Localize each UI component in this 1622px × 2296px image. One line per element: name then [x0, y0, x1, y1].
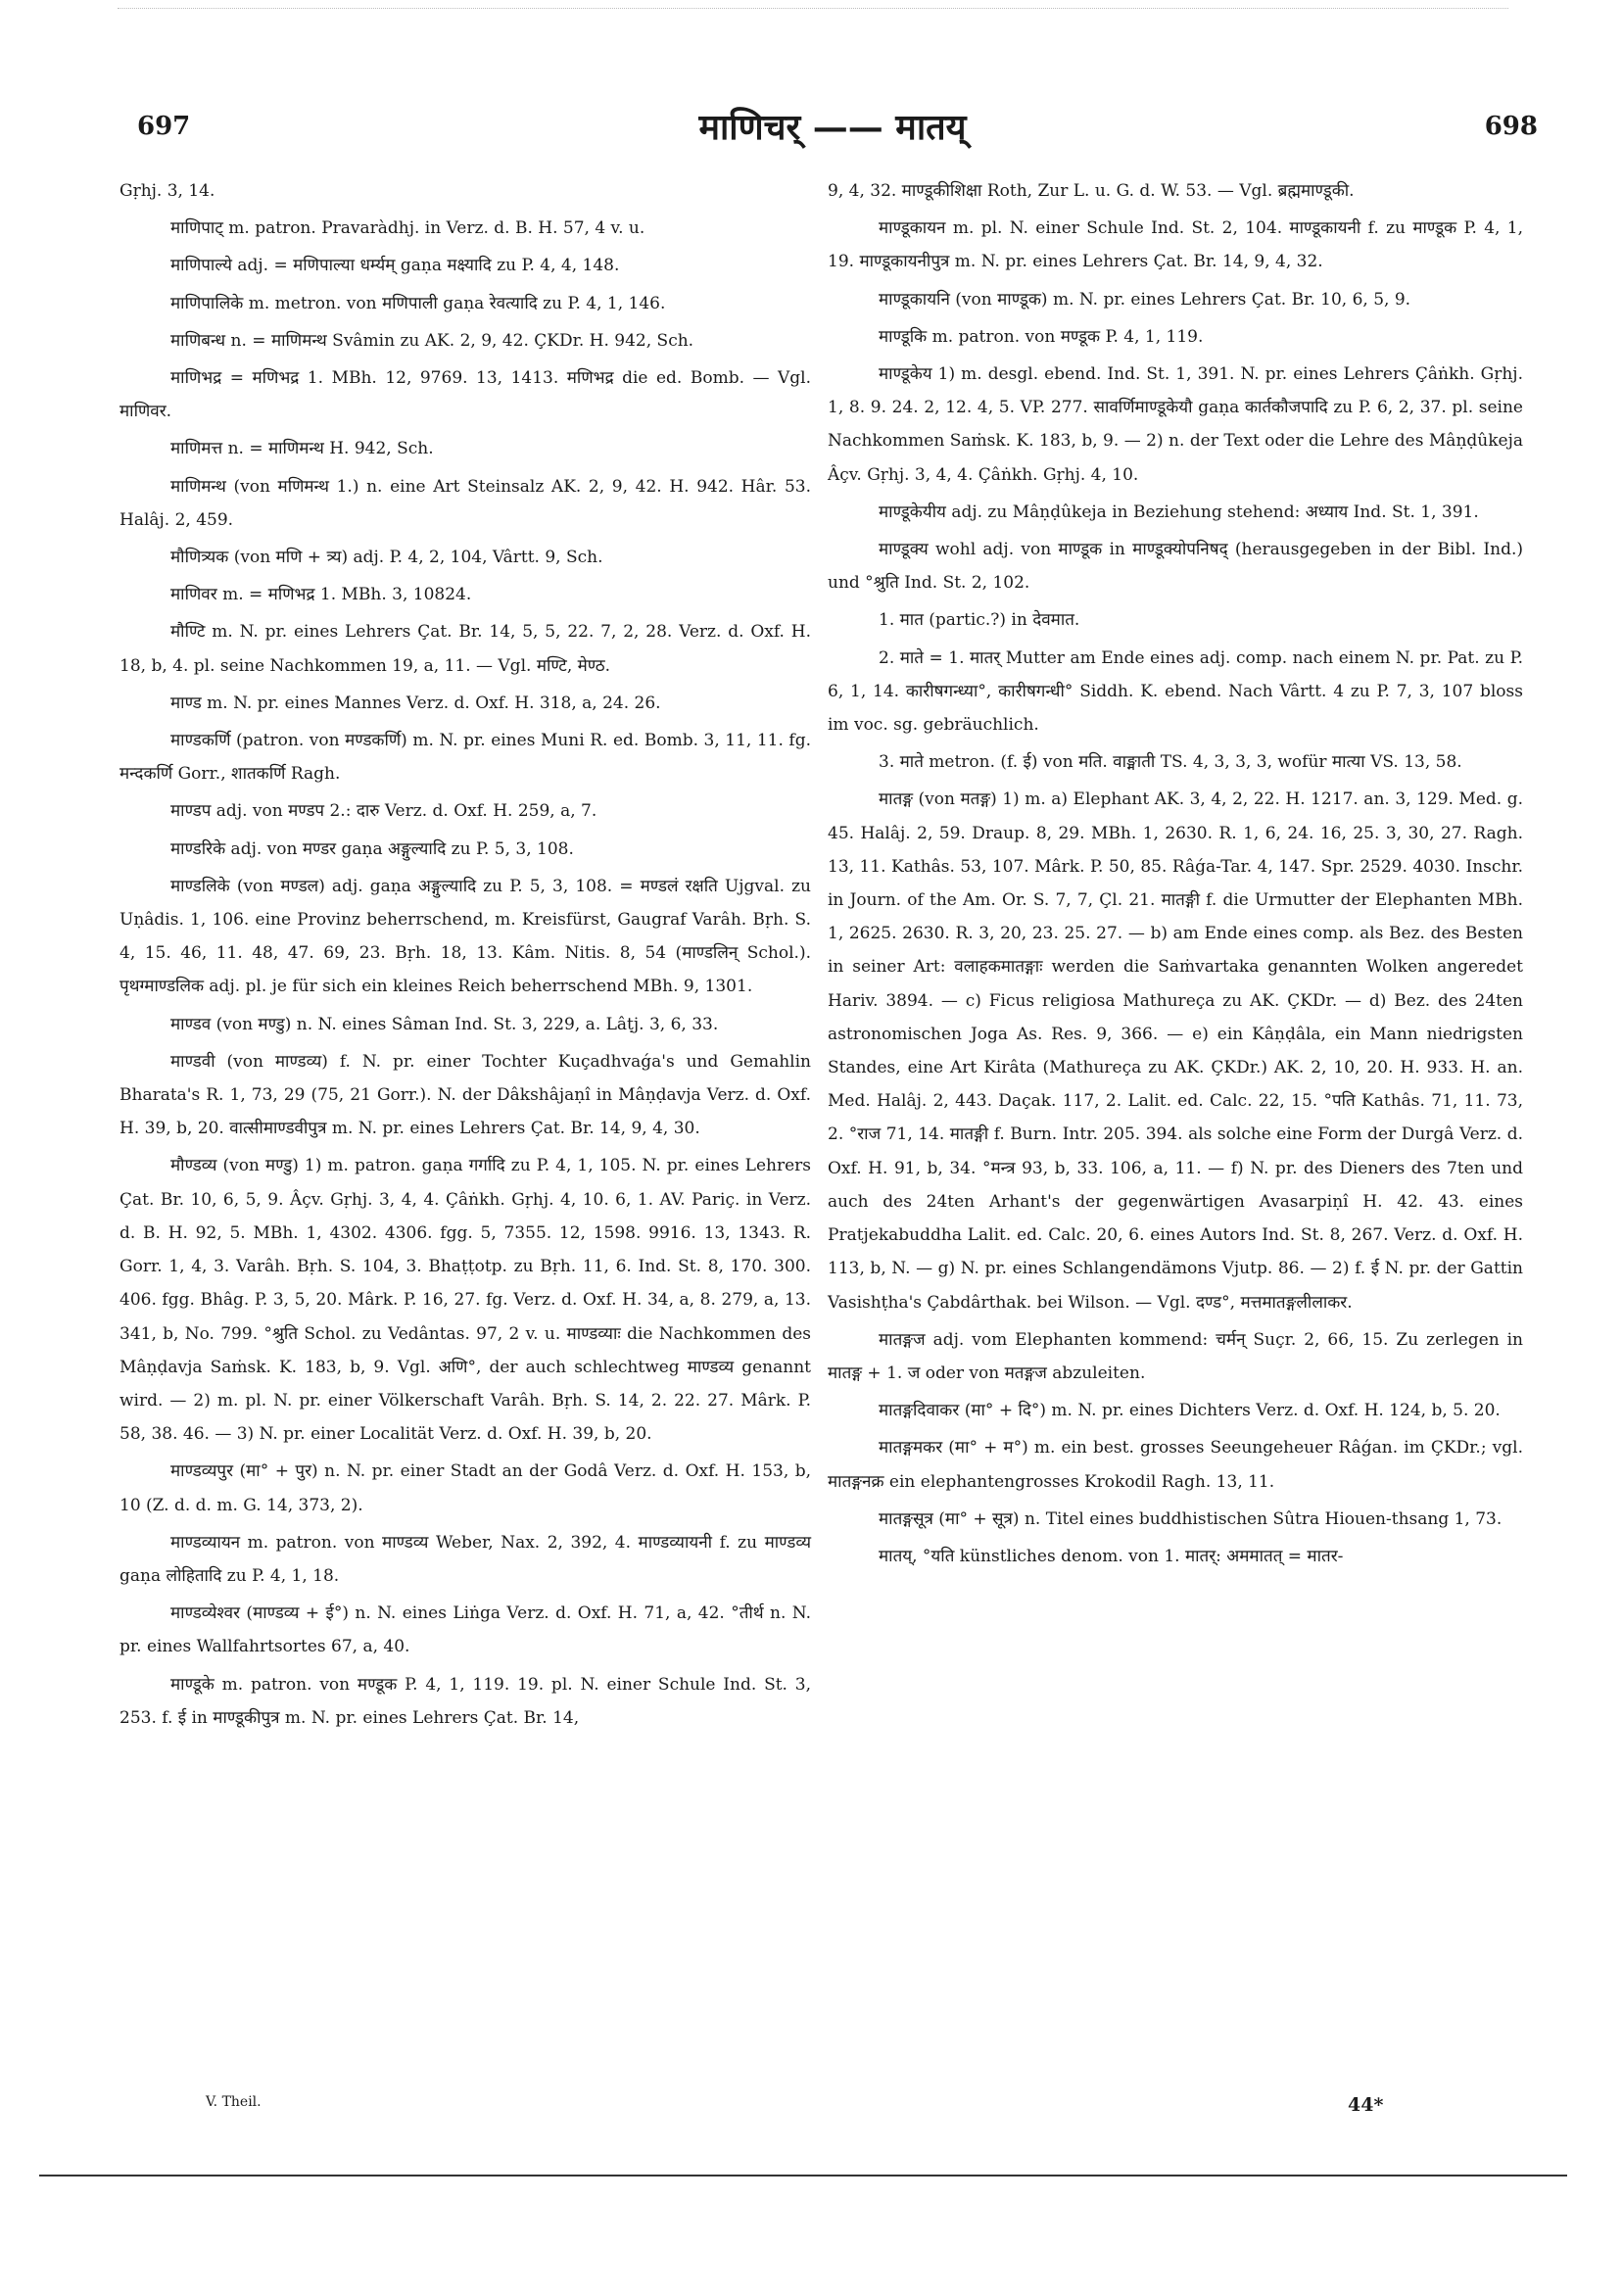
dictionary-entry: मातङ्गदिवाकर (मा° + दि°) m. N. pr. eines Dichters Verz. d. Oxf. H. 124, b, 5. 20.	[879, 1401, 1501, 1421]
dictionary-entry: मातय्, °यति künstliches denom. von 1. मातर्: अममातत् = मातर-	[879, 1546, 1344, 1566]
dictionary-entry: माणिमत्त n. = माणिमन्थ H. 942, Sch.	[170, 439, 434, 459]
dictionary-entry: मौणित्र्यक (von मणि + त्र्य) adj. P. 4, 2, 104, Vârtt. 9, Sch.	[170, 548, 603, 568]
dictionary-entry: 3. माते metron. (f. ई) von मति. वाङ्माती TS. 4, 3, 3, 3, wofür मात्या VS. 13, 58.	[879, 752, 1462, 773]
running-head: माणिचर् —— मातय्	[698, 107, 967, 148]
dictionary-entry: माण्डूके m. patron. von मण्डूक P. 4, 1, 119. 19. pl. N. einer Schule Ind. St. 3, 253. f. ई in माण्डूकीपुत्र m. N. pr. eines Lehrers Çat. Br. 14,	[119, 1674, 811, 1728]
dictionary-entry: मातङ्गसूत्र (मा° + सूत्र) n. Titel eines buddhistischen Sûtra Hiouen-thsang 1, 73.	[879, 1508, 1503, 1529]
right-column	[828, 174, 1523, 1577]
dictionary-entry: मातङ्ग (von मतङ्ग) 1) m. a) Elephant AK. 3, 4, 2, 22. H. 1217. an. 3, 129. Med. g. 45. Halâj. 2, 59. Draup. 8, 29. MBh. 1, 2630. R. 1, 6, 24. 16, 25. 3, 30, 27. Ragh. 13, 11. Kathâs. 53, 107. Mârk. P. 50, 85. Râǵa-Tar. 4, 147. Spr. 2529. 4030. Inschr. in Journ. of the Am. Or. S. 7, 7, Çl. 21. मातङ्गी f. die Urmutter der Elephanten MBh. 1, 2625. 2630. R. 3, 20, 23. 25. 27. — b) am Ende eines comp. als Bez. des Besten in seiner Art: वलाहकमातङ्गाः werden die Saṁvartaka genannten Wolken angeredet Hariv. 3894. — c) Ficus religiosa Mathureça zu AK. ÇKDr. — d) Bez. des 24ten astronomischen Joga As. Res. 9, 366. — e) ein Kâṇḍâla, ein Mann niedrigsten Standes, eine Art Kirâta (Mathureça zu AK. ÇKDr.) AK. 2, 10, 20. H. 933. H. an. Med. Halâj. 2, 443. Daçak. 117, 2. Lalit. ed. Calc. 22, 15. °पति Kathâs. 71, 11. 73, 2. °राज 71, 14. मातङ्गी f. Burn. Intr. 205. 394. als solche eine Form der Durgâ Verz. d. Oxf. H. 91, b, 34. °मन्त्र 93, b, 33. 106, a, 11. — f) N. pr. des Dieners des 7ten und auch des 24ten Arhant's der gegenwärtigen Avasarpiṇî H. 42. 43. eines Pratjekabuddha Lalit. ed. Calc. 20, 6. eines Autors Ind. St. 8, 267. Verz. d. Oxf. H. 113, b, N. — g) N. pr. eines Schlangendämons Vjutp. 86. — 2) f. ई N. pr. der Gattin Vasishṭha's Çabdârthak. bei Wilson. — Vgl. दण्ड°, मत्तमातङ्गलीलाकर.	[828, 789, 1523, 1313]
dictionary-entry: माणिवर m. = मणिभद्र 1. MBh. 3, 10824.	[170, 585, 472, 605]
dictionary-entry: माण्डवी (von माण्डव्य) f. N. pr. einer Tochter Kuçadhvaǵa's und Gemahlin Bharata's R. 1, 73, 29 (75, 21 Gorr.). N. der Dâkshâjaṇî in Mâṇḍavja Verz. d. Oxf. H. 39, b, 20. वात्सीमाण्डवीपुत्र m. N. pr. eines Lehrers Çat. Br. 14, 9, 4, 30.	[119, 1051, 811, 1139]
dictionary-entry: माण्डूकि m. patron. von मण्डूक P. 4, 1, 119.	[879, 326, 1204, 347]
dictionary-entry: माण्ड m. N. pr. eines Mannes Verz. d. Oxf. H. 318, a, 24. 26.	[170, 693, 661, 713]
dictionary-entry: माण्डूकायनि (von माण्डूक) m. N. pr. eines Lehrers Çat. Br. 10, 6, 5, 9.	[879, 289, 1411, 310]
dictionary-entry: माण्डव्यायन m. patron. von माण्डव्य Weber, Nax. 2, 392, 4. माण्डव्यायनी f. zu माण्डव्य gaṇa लोहितादि zu P. 4, 1, 18.	[119, 1532, 811, 1586]
dictionary-entry: Gṛhj. 3, 14.	[119, 181, 215, 201]
dictionary-entry: माण्डूक्य wohl adj. von माण्डूक in माण्डूक्योपनिषद् (herausgegeben in der Bibl. Ind.) und °श्रुति Ind. St. 2, 102.	[828, 540, 1523, 594]
dictionary-entry: माण्डव्यपुर (मा° + पुर) n. N. pr. einer Stadt an der Godâ Verz. d. Oxf. H. 153, b, 10 (Z. d. d. m. G. 14, 373, 2).	[119, 1461, 811, 1515]
dictionary-entry: माण्डूकायन m. pl. N. einer Schule Ind. St. 2, 104. माण्डूकायनी f. zu माण्डूक P. 4, 1, 19. माण्डूकायनीपुत्र m. N. pr. eines Lehrers Çat. Br. 14, 9, 4, 32.	[828, 218, 1523, 272]
dictionary-entry: माण्डरिके adj. von मण्डर gaṇa अङ्गुल्यादि zu P. 5, 3, 108.	[170, 838, 574, 859]
dictionary-entry: माण्डलिके (von मण्डल) adj. gaṇa अङ्गुल्यादि zu P. 5, 3, 108. = मण्डलं रक्षति Ujgval. zu Uṇâdis. 1, 106. eine Provinz beherrschend, m. Kreisfürst, Gaugraf Varâh. Bṛh. S. 4, 15. 46, 11. 48, 47. 69, 23. Bṛh. 18, 13. Kâm. Nitis. 8, 54 (माण्डलिन् Schol.). पृथग्माण्डलिक adj. pl. je für sich ein kleines Reich beherrschend MBh. 9, 1301.	[119, 876, 811, 997]
dictionary-entry: माणिभद्र = मणिभद्र 1. MBh. 12, 9769. 13, 1413. मणिभद्र die ed. Bomb. — Vgl. माणिवर.	[119, 368, 811, 422]
dictionary-entry: 1. मात (partic.?) in देवमात.	[879, 610, 1080, 631]
dictionary-entry: मौण्टि m. N. pr. eines Lehrers Çat. Br. 14, 5, 5, 22. 7, 2, 28. Verz. d. Oxf. H. 18, b, 4. pl. seine Nachkommen 19, a, 11. — Vgl. मण्टि, मेण्ठ.	[119, 622, 811, 676]
dictionary-entry: मौण्डव्य (von मण्डु) 1) m. patron. gaṇa गर्गादि zu P. 4, 1, 105. N. pr. eines Lehrers Çat. Br. 10, 6, 5, 9. Âçv. Gṛhj. 3, 4, 4. Çâṅkh. Gṛhj. 4, 10. 6, 1. AV. Pariç. in Verz. d. B. H. 92, 5. MBh. 1, 4302. 4306. fgg. 5, 7355. 12, 1598. 9916. 13, 1343. R. Gorr. 1, 4, 3. Varâh. Bṛh. S. 104, 3. Bhaṭṭotp. zu Bṛh. 11, 6. Ind. St. 8, 170. 300. 406. fgg. Bhâg. P. 3, 5, 20. Mârk. P. 16, 27. fg. Verz. d. Oxf. H. 34, a, 8. 279, a, 13. 341, b, No. 799. °श्रुति Schol. zu Vedântas. 97, 2 v. u. माण्डव्याः die Nachkommen des Mâṇḍavja Saṁsk. K. 183, b, 9. Vgl. अणि°, der auch schlechtweg माण्डव्य genannt wird. — 2) m. pl. N. pr. einer Völkerschaft Varâh. Bṛh. S. 14, 2. 22. 27. Mârk. P. 58, 38. 46. — 3) N. pr. einer Localität Verz. d. Oxf. H. 39, b, 20.	[119, 1156, 811, 1445]
right-page-number: 698	[1484, 112, 1538, 141]
dictionary-entry: माण्डप adj. von मण्डप 2.: दारु Verz. d. Oxf. H. 259, a, 7.	[170, 801, 597, 822]
dictionary-entry: मातङ्गज adj. vom Elephanten kommend: चर्मन् Suçr. 2, 66, 15. Zu zerlegen in मातङ्ग + 1. ज oder von मतङ्गज abzuleiten.	[828, 1329, 1523, 1383]
page-header	[118, 102, 1548, 161]
left-page-number: 697	[137, 112, 191, 141]
left-column	[119, 174, 811, 1739]
bottom-rule	[39, 2175, 1567, 2176]
top-rule	[118, 8, 1508, 13]
dictionary-entry: 2. माते = 1. मातर् Mutter am Ende eines adj. comp. nach einem N. pr. Pat. zu P. 6, 1, 14. कारीषगन्ध्या°, कारीषगन्धी° Siddh. K. ebend. Nach Vârtt. 4 zu P. 7, 3, 107 bloss im voc. sg. gebräuchlich.	[828, 647, 1523, 736]
sheet-number: 44*	[1348, 2094, 1384, 2116]
dictionary-entry: माण्डव (von मण्डु) n. N. eines Sâman Ind. St. 3, 229, a. Lâṭj. 3, 6, 33.	[170, 1014, 719, 1034]
dictionary-entry: माणिबन्ध n. = माणिमन्थ Svâmin zu AK. 2, 9, 42. ÇKDr. H. 942, Sch.	[170, 330, 694, 351]
dictionary-entry: माण्डूकेय 1) m. desgl. ebend. Ind. St. 1, 391. N. pr. eines Lehrers Çâṅkh. Gṛhj. 1, 8. 9. 24. 2, 12. 4, 5. VP. 277. सावर्णिमाण्डूकेयौ gaṇa कार्तकौजपादि zu P. 6, 2, 37. pl. seine Nachkommen Saṁsk. K. 183, b, 9. — 2) n. der Text oder die Lehre des Mâṇḍûkeja Âçv. Gṛhj. 3, 4, 4. Çâṅkh. Gṛhj. 4, 10.	[828, 364, 1523, 485]
dictionary-entry: माणिमन्थ (von मणिमन्थ 1.) n. eine Art Steinsalz AK. 2, 9, 42. H. 942. Hâr. 53. Halâj. 2, 459.	[119, 476, 811, 530]
dictionary-entry: माणिपाल्ये adj. = मणिपाल्या धर्म्यम् gaṇa मक्ष्यादि zu P. 4, 4, 148.	[170, 256, 620, 276]
dictionary-entry: माणिपाट् m. patron. Pravaràdhj. in Verz. d. B. H. 57, 4 v. u.	[170, 218, 645, 239]
dictionary-entry: माण्डकर्णि (patron. von मण्डकर्णि) m. N. pr. eines Muni R. ed. Bomb. 3, 11, 11. fg. मन्दकर्णि Gorr., शातकर्णि Ragh.	[119, 731, 811, 785]
dictionary-entry: माण्डव्येश्वर (माण्डव्य + ई°) n. N. eines Liṅga Verz. d. Oxf. H. 71, a, 42. °तीर्थ n. N. pr. eines Wallfahrtsortes 67, a, 40.	[119, 1603, 811, 1657]
dictionary-entry: 9, 4, 32. माण्डूकीशिक्षा Roth, Zur L. u. G. d. W. 53. — Vgl. ब्रह्ममाण्डूकी.	[828, 181, 1355, 201]
dictionary-entry: मातङ्गमकर (मा° + म°) m. ein best. grosses Seeungeheuer Râǵan. im ÇKDr.; vgl. मातङ्गनक्र ein elephantengrosses Krokodil Ragh. 13, 11.	[828, 1438, 1523, 1492]
dictionary-entry: माण्डूकेयीय adj. zu Mâṇḍûkeja in Beziehung stehend: अध्याय Ind. St. 1, 391.	[879, 502, 1479, 522]
signature-mark: V. Theil.	[206, 2094, 262, 2110]
dictionary-entry: माणिपालिके m. metron. von मणिपाली gaṇa रेवत्यादि zu P. 4, 1, 146.	[170, 293, 666, 313]
